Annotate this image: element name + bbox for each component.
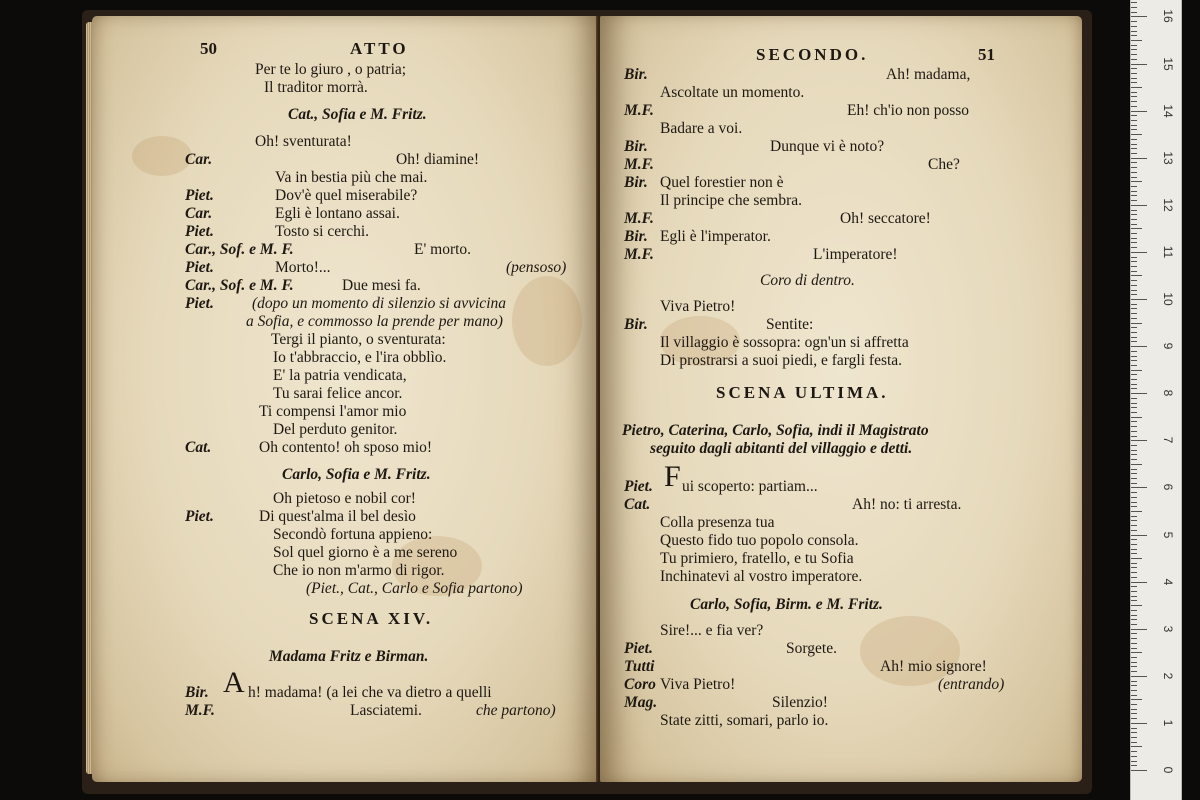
ruler-tick bbox=[1131, 35, 1137, 36]
ruler-tick bbox=[1131, 294, 1137, 295]
verse-line: Ascoltate un momento. bbox=[660, 84, 805, 101]
ruler-tick bbox=[1131, 2, 1137, 3]
ruler-tick bbox=[1131, 7, 1137, 8]
ruler-tick bbox=[1131, 478, 1137, 479]
ruler-tick bbox=[1131, 648, 1137, 649]
ruler-tick bbox=[1131, 308, 1137, 309]
speaker-label: Car., Sof. e M. F. bbox=[185, 241, 294, 258]
ruler-label: 7 bbox=[1161, 436, 1175, 444]
ruler-tick bbox=[1131, 393, 1147, 394]
ruler-tick bbox=[1131, 205, 1147, 206]
verse-line: Il villaggio è sossopra: ogn'un si affretta bbox=[660, 334, 909, 351]
ruler-label: 12 bbox=[1161, 198, 1175, 212]
ruler-label: 8 bbox=[1161, 389, 1175, 397]
ruler-tick bbox=[1131, 266, 1137, 267]
ruler-tick bbox=[1131, 728, 1137, 729]
verse-line: E' la patria vendicata, bbox=[273, 367, 407, 384]
cast-heading: seguito dagli abitanti del villaggio e detti. bbox=[650, 440, 913, 457]
cast-heading: Pietro, Caterina, Carlo, Sofia, indi il Magistrato bbox=[622, 422, 929, 439]
verse-line: Il traditor morrà. bbox=[264, 79, 368, 96]
ruler-tick bbox=[1131, 746, 1142, 747]
verse-line: Per te lo giuro , o patria; bbox=[255, 61, 407, 78]
ruler-tick bbox=[1131, 101, 1137, 102]
ruler-tick bbox=[1131, 431, 1137, 432]
ruler-tick bbox=[1131, 412, 1137, 413]
ruler-tick bbox=[1131, 356, 1137, 357]
verse-line: Che io non m'armo di rigor. bbox=[273, 562, 445, 579]
cast-heading: Madama Fritz e Birman. bbox=[269, 648, 429, 665]
ruler-tick bbox=[1131, 633, 1137, 634]
ruler-tick bbox=[1131, 624, 1137, 625]
ruler-tick bbox=[1131, 483, 1137, 484]
ruler-tick bbox=[1131, 690, 1137, 691]
scene-heading: SCENA ULTIMA. bbox=[716, 383, 889, 402]
speaker-label: Cat. bbox=[185, 439, 212, 456]
ruler-label: 5 bbox=[1161, 531, 1175, 538]
speaker-label: Car., Sof. e M. F. bbox=[185, 277, 294, 294]
ruler-tick bbox=[1131, 765, 1137, 766]
speaker-label: Coro bbox=[624, 676, 656, 693]
verse-line: Del perduto genitor. bbox=[273, 421, 398, 438]
ruler-tick bbox=[1131, 247, 1137, 248]
speaker-label: Bir. bbox=[624, 174, 648, 191]
ruler-tick bbox=[1131, 544, 1137, 545]
ruler-tick bbox=[1131, 454, 1137, 455]
ruler-tick bbox=[1131, 134, 1142, 135]
ruler-tick bbox=[1131, 520, 1137, 521]
verse-line: Che? bbox=[928, 156, 960, 173]
ruler-label: 6 bbox=[1161, 484, 1175, 491]
ruler-tick bbox=[1131, 167, 1137, 168]
ruler-tick bbox=[1131, 384, 1137, 385]
verse-line: Silenzio! bbox=[772, 694, 828, 711]
ruler-tick bbox=[1131, 487, 1147, 488]
verse-line: Oh! sventurata! bbox=[255, 133, 352, 150]
ruler-tick bbox=[1131, 407, 1137, 408]
speaker-label: M.F. bbox=[624, 102, 654, 119]
ruler-tick bbox=[1131, 464, 1142, 465]
ruler-tick bbox=[1131, 567, 1137, 568]
ruler-tick bbox=[1131, 676, 1147, 677]
verse-line: Questo fido tuo popolo consola. bbox=[660, 532, 859, 549]
ruler-tick bbox=[1131, 111, 1147, 112]
ruler-tick bbox=[1131, 756, 1137, 757]
ruler-tick bbox=[1131, 115, 1137, 116]
verse-line: Dunque vi è noto? bbox=[770, 138, 885, 155]
cast-heading: Cat., Sofia e M. Fritz. bbox=[288, 106, 427, 123]
verse-line: Sorgete. bbox=[786, 640, 837, 657]
speaker-label: Piet. bbox=[624, 478, 653, 495]
verse-line: Egli è lontano assai. bbox=[275, 205, 400, 222]
stage-direction: (Piet., Cat., Carlo e Sofia partono) bbox=[306, 580, 523, 597]
ruler-tick bbox=[1131, 360, 1137, 361]
ruler-tick bbox=[1131, 549, 1137, 550]
ruler-label: 13 bbox=[1161, 151, 1175, 165]
stage-direction: che partono) bbox=[476, 702, 556, 719]
ruler-tick bbox=[1131, 92, 1137, 93]
ruler-tick bbox=[1131, 732, 1137, 733]
speaker-label: Bir. bbox=[624, 228, 648, 245]
ruler-tick bbox=[1131, 535, 1147, 536]
ruler-tick bbox=[1131, 49, 1137, 50]
ruler-label: 10 bbox=[1161, 292, 1175, 306]
ruler-label: 3 bbox=[1161, 625, 1175, 633]
speaker-label: Piet. bbox=[185, 508, 214, 525]
ruler-tick bbox=[1131, 450, 1137, 451]
ruler-tick bbox=[1131, 582, 1147, 583]
ruler-tick bbox=[1131, 242, 1137, 243]
verse-line: Ah! madama, bbox=[886, 66, 971, 83]
ruler-tick bbox=[1131, 257, 1137, 258]
ruler-tick bbox=[1131, 695, 1137, 696]
ruler-tick bbox=[1131, 511, 1142, 512]
verse-line: Viva Pietro! bbox=[660, 298, 736, 315]
ruler-tick bbox=[1131, 106, 1137, 107]
ruler-tick bbox=[1131, 459, 1137, 460]
measurement-ruler bbox=[1130, 0, 1182, 800]
ruler-tick bbox=[1131, 337, 1137, 338]
foxing-stain bbox=[512, 276, 582, 366]
ruler-tick bbox=[1131, 54, 1137, 55]
ruler-tick bbox=[1131, 177, 1137, 178]
ruler-tick bbox=[1131, 643, 1137, 644]
scene-heading: SCENA XIV. bbox=[309, 609, 434, 628]
ruler-tick bbox=[1131, 162, 1137, 163]
verse-line: Oh! diamine! bbox=[396, 151, 480, 168]
ruler-tick bbox=[1131, 713, 1137, 714]
ruler-tick bbox=[1131, 304, 1137, 305]
ruler-tick bbox=[1131, 497, 1137, 498]
ruler-tick bbox=[1131, 403, 1137, 404]
ruler-tick bbox=[1131, 596, 1137, 597]
ruler-tick bbox=[1131, 68, 1137, 69]
ruler-tick bbox=[1131, 421, 1137, 422]
ruler-label: 15 bbox=[1161, 56, 1175, 71]
ruler-tick bbox=[1131, 87, 1142, 88]
ruler-tick bbox=[1131, 31, 1137, 32]
speaker-label: Piet. bbox=[185, 295, 214, 312]
ruler-tick bbox=[1131, 346, 1147, 347]
speaker-label: Cat. bbox=[624, 496, 651, 513]
ruler-tick bbox=[1131, 685, 1137, 686]
ruler-tick bbox=[1131, 144, 1137, 145]
speaker-label: Piet. bbox=[185, 187, 214, 204]
ruler-tick bbox=[1131, 525, 1137, 526]
ruler-tick bbox=[1131, 417, 1142, 418]
ruler-tick bbox=[1131, 318, 1137, 319]
verse-line: Lasciatemi. bbox=[350, 702, 422, 719]
ruler-tick bbox=[1131, 26, 1137, 27]
left-page bbox=[92, 16, 598, 782]
verse-line: Oh pietoso e nobil cor! bbox=[273, 490, 416, 507]
ruler-tick bbox=[1131, 195, 1137, 196]
ruler-tick bbox=[1131, 751, 1137, 752]
ruler-tick bbox=[1131, 577, 1137, 578]
ruler-tick bbox=[1131, 290, 1137, 291]
running-head: SECONDO. bbox=[756, 45, 869, 64]
verse-line: Sentite: bbox=[766, 316, 814, 333]
ruler-tick bbox=[1131, 709, 1137, 710]
ruler-tick bbox=[1131, 398, 1137, 399]
ruler-tick bbox=[1131, 652, 1142, 653]
verse-line: Va in bestia più che mai. bbox=[275, 169, 428, 186]
cast-heading: Carlo, Sofia, Birm. e M. Fritz. bbox=[690, 596, 883, 613]
verse-line: State zitti, somari, parlo io. bbox=[660, 712, 829, 729]
ruler-tick bbox=[1131, 379, 1137, 380]
ruler-tick bbox=[1131, 586, 1137, 587]
verse-line: Di quest'alma il bel desìo bbox=[259, 508, 416, 525]
stage-direction: a Sofia, e commosso la prende per mano) bbox=[246, 313, 503, 330]
ruler-tick bbox=[1131, 125, 1137, 126]
verse-line: Ah! no: ti arresta. bbox=[852, 496, 962, 513]
ruler-tick bbox=[1131, 252, 1147, 253]
ruler-tick bbox=[1131, 605, 1142, 606]
ruler-tick bbox=[1131, 572, 1137, 573]
ruler-tick bbox=[1131, 327, 1137, 328]
ruler-tick bbox=[1131, 64, 1147, 65]
ruler-tick bbox=[1131, 619, 1137, 620]
ruler-tick bbox=[1131, 21, 1137, 22]
speaker-label: M.F. bbox=[624, 210, 654, 227]
ruler-tick bbox=[1131, 16, 1147, 17]
ruler-tick bbox=[1131, 186, 1137, 187]
ruler-tick bbox=[1131, 210, 1137, 211]
ruler-tick bbox=[1131, 502, 1137, 503]
ruler-tick bbox=[1131, 224, 1137, 225]
ruler-tick bbox=[1131, 370, 1142, 371]
ruler-tick bbox=[1131, 492, 1137, 493]
stage-direction: (entrando) bbox=[938, 676, 1005, 693]
verse-line: h! madama! (a lei che va dietro a quelli bbox=[248, 684, 492, 701]
ruler-tick bbox=[1131, 671, 1137, 672]
speaker-label: Bir. bbox=[624, 138, 648, 155]
ruler-tick bbox=[1131, 530, 1137, 531]
ruler-tick bbox=[1131, 539, 1137, 540]
ruler-label: 4 bbox=[1161, 578, 1175, 585]
ruler-tick bbox=[1131, 638, 1137, 639]
ruler-tick bbox=[1131, 172, 1137, 173]
verse-line: ui scoperto: partiam... bbox=[682, 478, 818, 495]
cast-heading: Coro di dentro. bbox=[760, 272, 855, 289]
ruler-tick bbox=[1131, 332, 1137, 333]
stage-direction: (dopo un momento di silenzio si avvicina bbox=[252, 295, 506, 312]
verse-line: Morto!... bbox=[275, 259, 331, 276]
ruler-label: 14 bbox=[1161, 103, 1175, 118]
ruler-tick bbox=[1131, 228, 1142, 229]
ruler-label: 11 bbox=[1161, 245, 1175, 259]
ruler-tick bbox=[1131, 96, 1137, 97]
ruler-tick bbox=[1131, 78, 1137, 79]
verse-line: Quel forestier non è bbox=[660, 174, 784, 191]
verse-line: Ah! mio signore! bbox=[880, 658, 987, 675]
ruler-tick bbox=[1131, 718, 1137, 719]
verse-line: Secondò fortuna appieno: bbox=[273, 526, 433, 543]
verse-line: Inchinatevi al vostro imperatore. bbox=[660, 568, 863, 585]
page-number: 51 bbox=[978, 45, 995, 64]
ruler-tick bbox=[1131, 351, 1137, 352]
verse-line: Di prostrarsi a suoi piedi, e fargli festa. bbox=[660, 352, 903, 369]
ruler-tick bbox=[1131, 313, 1137, 314]
verse-line: E' morto. bbox=[414, 241, 472, 258]
ruler-tick bbox=[1131, 45, 1137, 46]
ruler-label: 2 bbox=[1161, 672, 1175, 680]
ruler-tick bbox=[1131, 158, 1147, 159]
ruler-tick bbox=[1131, 553, 1137, 554]
ruler-tick bbox=[1131, 591, 1137, 592]
verse-line: Egli è l'imperator. bbox=[660, 228, 771, 245]
ruler-tick bbox=[1131, 388, 1137, 389]
ruler-tick bbox=[1131, 445, 1137, 446]
cast-heading: Carlo, Sofia e M. Fritz. bbox=[282, 466, 431, 483]
verse-line: Tu sarai felice ancor. bbox=[273, 385, 403, 402]
ruler-tick bbox=[1131, 139, 1137, 140]
ruler-tick bbox=[1131, 233, 1137, 234]
ruler-tick bbox=[1131, 285, 1137, 286]
ruler-tick bbox=[1131, 600, 1137, 601]
ruler-label: 9 bbox=[1161, 342, 1175, 350]
speaker-label: M.F. bbox=[185, 702, 215, 719]
ruler-tick bbox=[1131, 191, 1137, 192]
ruler-tick bbox=[1131, 469, 1137, 470]
ruler-tick bbox=[1131, 200, 1137, 201]
verse-line: Ti compensi l'amor mio bbox=[259, 403, 407, 420]
ruler-tick bbox=[1131, 271, 1137, 272]
ruler-tick bbox=[1131, 742, 1137, 743]
ruler-tick bbox=[1131, 341, 1137, 342]
ruler-tick bbox=[1131, 473, 1137, 474]
ruler-tick bbox=[1131, 261, 1137, 262]
verse-line: Sol quel giorno è a me sereno bbox=[273, 544, 458, 561]
verse-line: Io t'abbraccio, e l'ira obblìo. bbox=[273, 349, 447, 366]
verse-line: Dov'è quel miserabile? bbox=[275, 187, 418, 204]
ruler-tick bbox=[1131, 440, 1147, 441]
page-number: 50 bbox=[200, 39, 217, 58]
ruler-tick bbox=[1131, 12, 1137, 13]
ruler-tick bbox=[1131, 374, 1137, 375]
ruler-tick bbox=[1131, 563, 1137, 564]
ruler-tick bbox=[1131, 666, 1137, 667]
ruler-tick bbox=[1131, 662, 1137, 663]
speaker-label: Bir. bbox=[624, 66, 648, 83]
ruler-tick bbox=[1131, 120, 1137, 121]
verse-line: Badare a voi. bbox=[660, 120, 743, 137]
ruler-tick bbox=[1131, 761, 1137, 762]
verse-line: Tu primiero, fratello, e tu Sofia bbox=[660, 550, 854, 567]
verse-line: L'imperatore! bbox=[813, 246, 898, 263]
ruler-tick bbox=[1131, 280, 1137, 281]
speaker-label: Piet. bbox=[185, 259, 214, 276]
ruler-tick bbox=[1131, 737, 1137, 738]
speaker-label: Piet. bbox=[185, 223, 214, 240]
ruler-tick bbox=[1131, 129, 1137, 130]
ruler-tick bbox=[1131, 59, 1137, 60]
ruler-tick bbox=[1131, 323, 1142, 324]
speaker-label: Bir. bbox=[624, 316, 648, 333]
ruler-tick bbox=[1131, 73, 1137, 74]
foxing-stain bbox=[132, 136, 192, 176]
speaker-label: Car. bbox=[185, 151, 213, 168]
ruler-tick bbox=[1131, 238, 1137, 239]
ruler-tick bbox=[1131, 610, 1137, 611]
ruler-tick bbox=[1131, 275, 1142, 276]
ruler-tick bbox=[1131, 657, 1137, 658]
ruler-tick bbox=[1131, 153, 1137, 154]
ruler-tick bbox=[1131, 704, 1137, 705]
ruler-tick bbox=[1131, 214, 1137, 215]
speaker-label: M.F. bbox=[624, 156, 654, 173]
speaker-label: Bir. bbox=[185, 684, 209, 701]
verse-line: Sire!... e fia ver? bbox=[660, 622, 764, 639]
ruler-tick bbox=[1131, 681, 1137, 682]
ruler-tick bbox=[1131, 426, 1137, 427]
ruler-tick bbox=[1131, 299, 1147, 300]
ruler-tick bbox=[1131, 615, 1137, 616]
ruler-tick bbox=[1131, 82, 1137, 83]
verse-line: Oh contento! oh sposo mio! bbox=[259, 439, 433, 456]
drop-cap: F bbox=[664, 460, 681, 493]
ruler-tick bbox=[1131, 436, 1137, 437]
speaker-label: Mag. bbox=[624, 694, 658, 711]
stage-direction: (pensoso) bbox=[506, 259, 567, 276]
verse-line: Oh! seccatore! bbox=[840, 210, 931, 227]
ruler-tick bbox=[1131, 506, 1137, 507]
ruler-tick bbox=[1131, 558, 1142, 559]
ruler-tick bbox=[1131, 516, 1137, 517]
ruler-tick bbox=[1131, 723, 1147, 724]
right-page bbox=[600, 16, 1082, 782]
speaker-label: Car. bbox=[185, 205, 213, 222]
ruler-tick bbox=[1131, 40, 1142, 41]
verse-line: Viva Pietro! bbox=[660, 676, 736, 693]
verse-line: Eh! ch'io non posso bbox=[847, 102, 970, 119]
ruler-tick bbox=[1131, 770, 1147, 771]
ruler-tick bbox=[1131, 219, 1137, 220]
running-head: ATTO bbox=[350, 39, 409, 58]
speaker-label: M.F. bbox=[624, 246, 654, 263]
ruler-label: 0 bbox=[1161, 766, 1175, 774]
ruler-tick bbox=[1131, 365, 1137, 366]
speaker-label: Tutti bbox=[624, 658, 655, 675]
verse-line: Tergi il pianto, o sventurata: bbox=[271, 331, 446, 348]
verse-line: Il principe che sembra. bbox=[660, 192, 803, 209]
verse-line: Tosto si cerchi. bbox=[275, 223, 370, 240]
verse-line: Due mesi fa. bbox=[342, 277, 421, 294]
drop-cap: A bbox=[223, 666, 245, 699]
ruler-tick bbox=[1131, 629, 1147, 630]
verse-line: Colla presenza tua bbox=[660, 514, 775, 531]
ruler-tick bbox=[1131, 148, 1137, 149]
ruler-tick bbox=[1131, 181, 1142, 182]
ruler-label: 16 bbox=[1161, 9, 1175, 24]
ruler-label: 1 bbox=[1161, 719, 1175, 727]
speaker-label: Piet. bbox=[624, 640, 653, 657]
ruler-tick bbox=[1131, 699, 1142, 700]
